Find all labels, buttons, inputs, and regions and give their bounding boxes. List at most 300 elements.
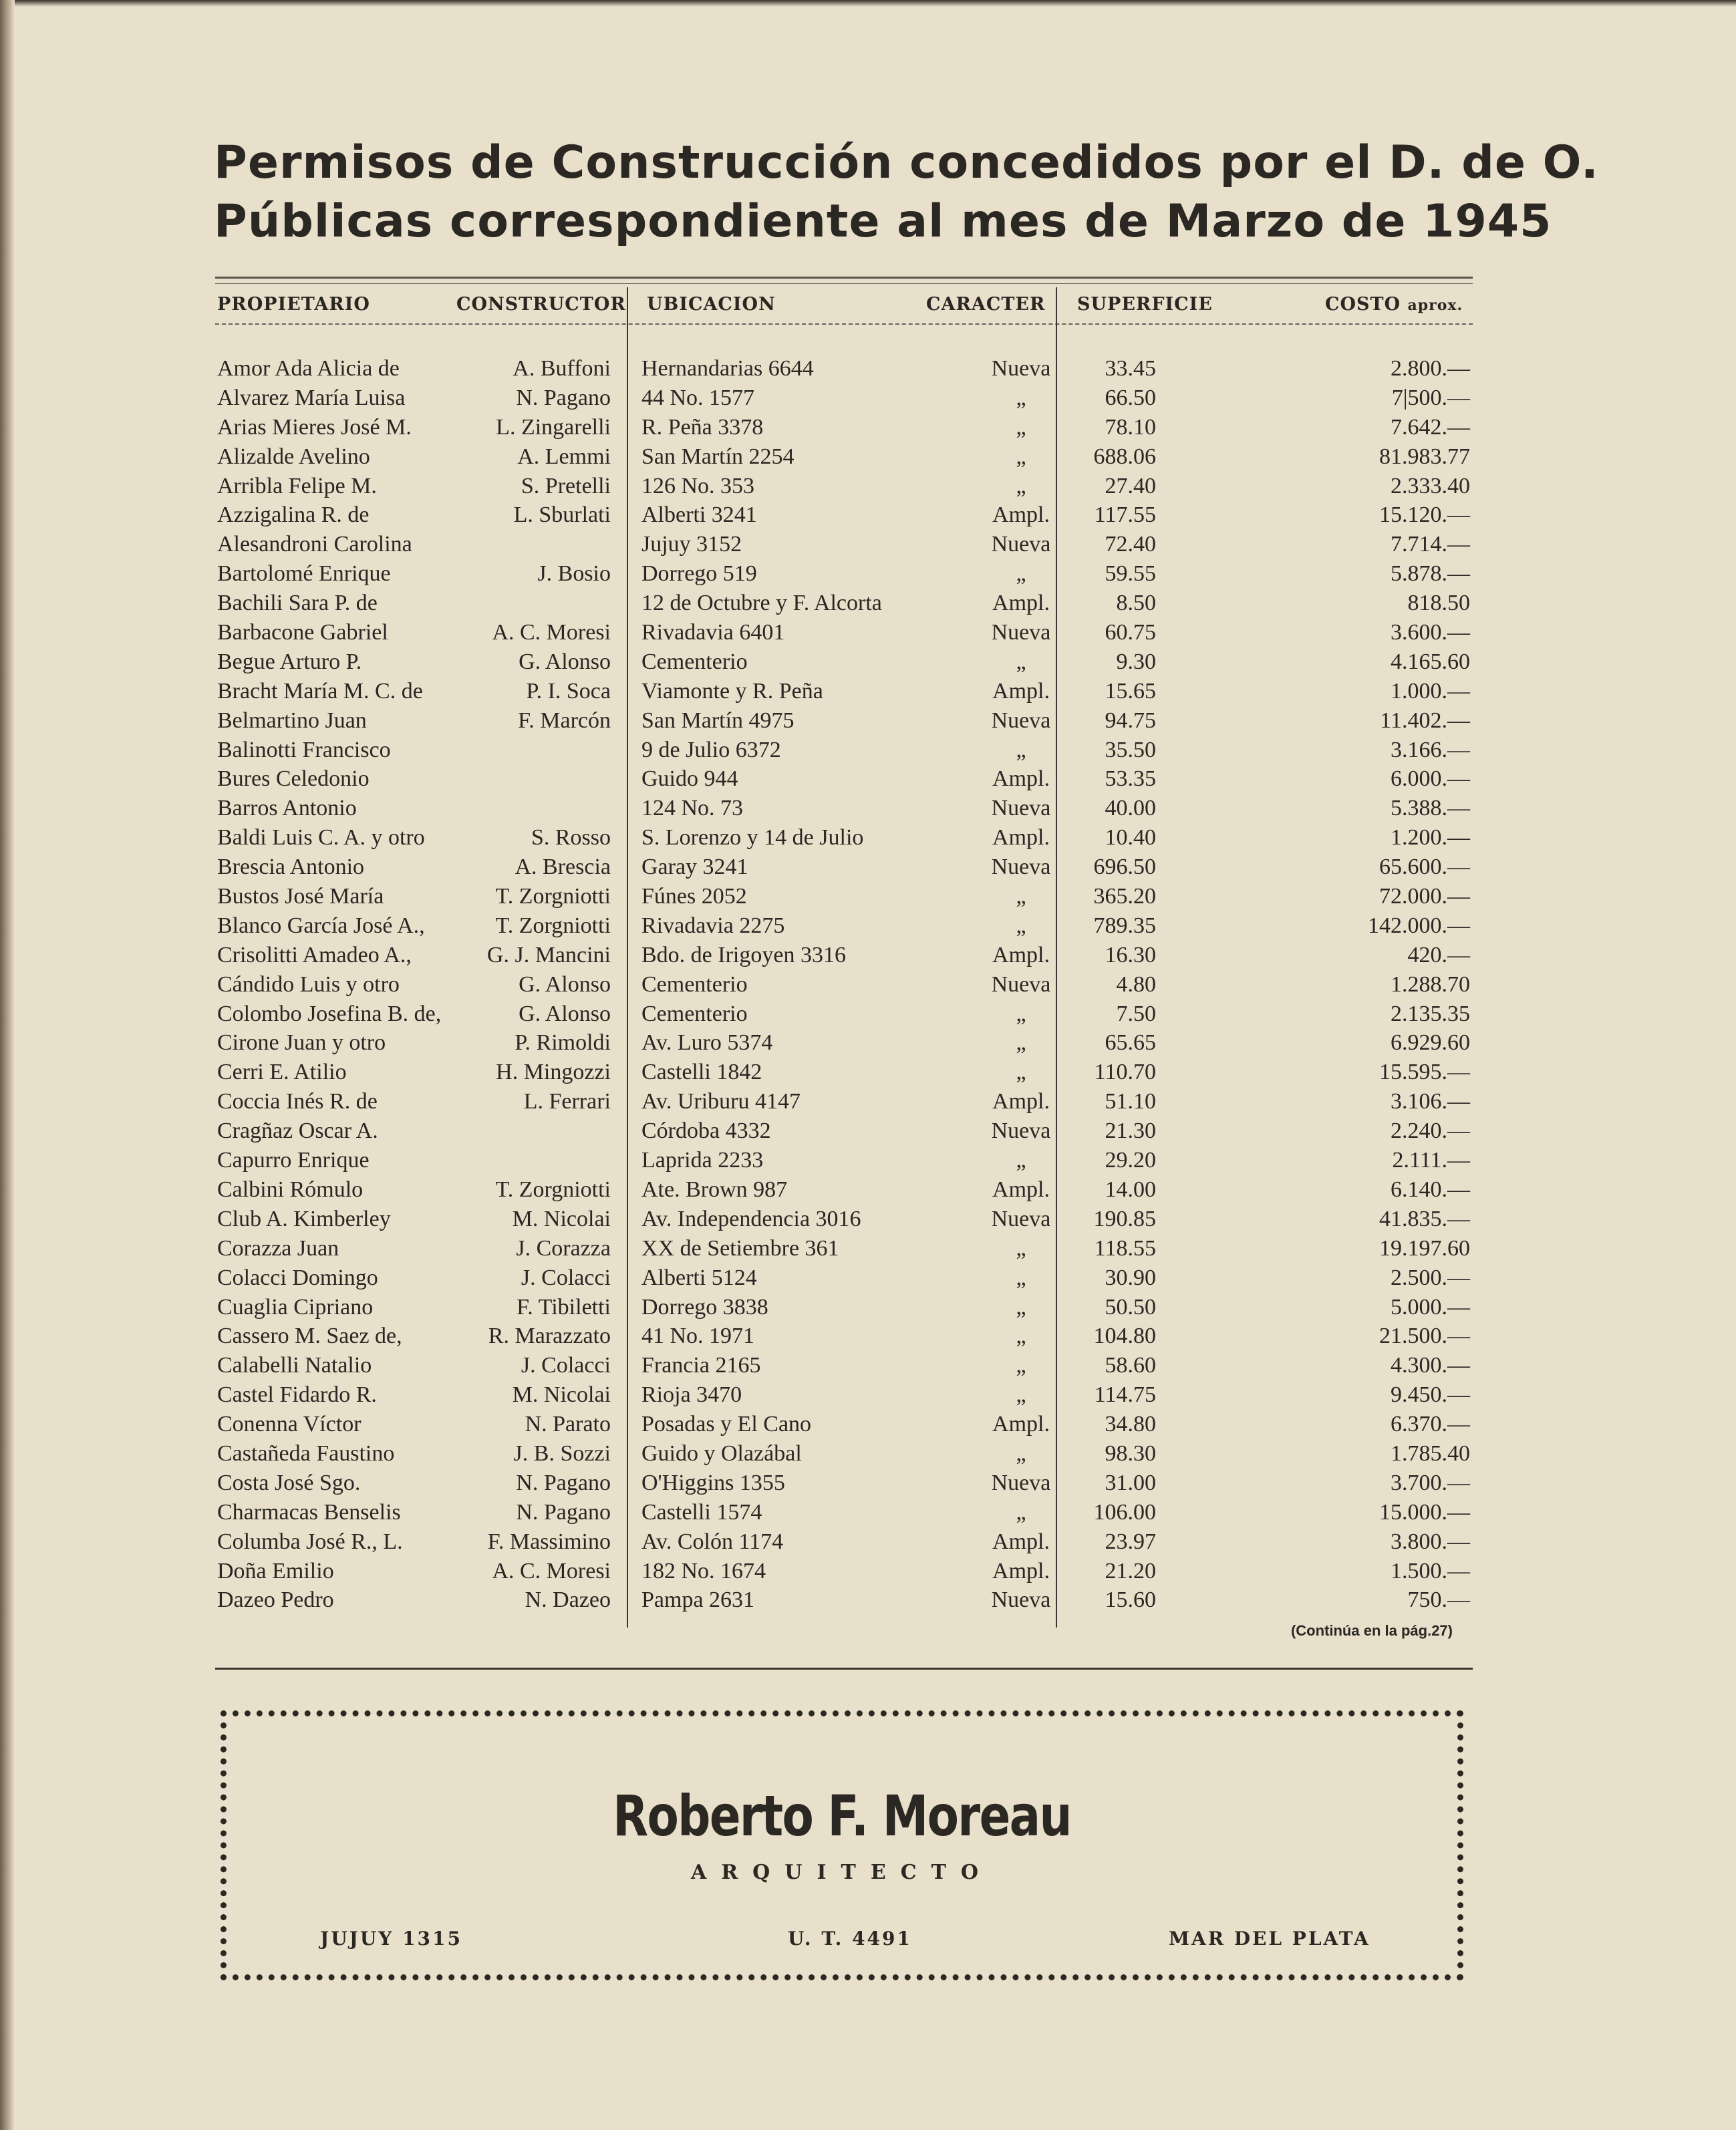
table-row bbox=[0, 1557, 1736, 1586]
cell-costo: 11.402.— bbox=[1380, 708, 1470, 733]
cell-propietario: Corazza Juan bbox=[217, 1235, 339, 1261]
cell-costo: 9.450.— bbox=[1391, 1382, 1470, 1408]
cell-propietario: Calbini Rómulo bbox=[217, 1177, 364, 1202]
cell-propietario: Colacci Domingo bbox=[217, 1265, 378, 1290]
cell-caracter: Nueva bbox=[991, 1118, 1051, 1144]
cell-constructor: T. Zorgniotti bbox=[495, 1177, 611, 1202]
cell-constructor: S. Rosso bbox=[531, 825, 611, 851]
cell-constructor: R. Marazzato bbox=[488, 1324, 611, 1349]
cell-constructor: F. Marcón bbox=[518, 708, 611, 733]
cell-costo: 65.600.— bbox=[1379, 855, 1470, 880]
cell-constructor: J. Corazza bbox=[516, 1235, 611, 1261]
cell-superficie: 59.55 bbox=[1105, 561, 1156, 587]
cell-constructor: A. Lemmi bbox=[517, 444, 611, 469]
cell-costo: 6.370.— bbox=[1391, 1412, 1470, 1437]
cell-propietario: Conenna Víctor bbox=[217, 1412, 361, 1437]
table-row bbox=[0, 1028, 1736, 1058]
cell-constructor: G. Alonso bbox=[519, 1001, 611, 1026]
table-row bbox=[0, 1175, 1736, 1205]
cell-constructor: P. I. Soca bbox=[526, 678, 611, 704]
cell-caracter: Ampl. bbox=[992, 942, 1050, 967]
cell-ubicacion: Guido 944 bbox=[641, 766, 738, 792]
cell-constructor: J. Bosio bbox=[537, 561, 611, 587]
cell-caracter: „ bbox=[1016, 385, 1026, 410]
cell-constructor: M. Nicolai bbox=[512, 1382, 611, 1408]
cell-caracter: Nueva bbox=[991, 356, 1051, 381]
cell-caracter: „ bbox=[1016, 1235, 1026, 1261]
cell-propietario: Alvarez María Luisa bbox=[217, 385, 406, 410]
cell-costo: 6.929.60 bbox=[1391, 1030, 1470, 1056]
cell-propietario: Bures Celedonio bbox=[217, 766, 370, 792]
table-row bbox=[0, 1058, 1736, 1087]
cell-costo: 7|500.— bbox=[1391, 385, 1470, 410]
table-row bbox=[0, 442, 1736, 472]
cell-propietario: Castañeda Faustino bbox=[217, 1440, 395, 1466]
table-row bbox=[0, 530, 1736, 559]
table-row bbox=[0, 618, 1736, 647]
table-row bbox=[0, 1585, 1736, 1615]
cell-costo: 15.120.— bbox=[1379, 502, 1470, 528]
table-row bbox=[0, 1293, 1736, 1322]
cell-caracter: „ bbox=[1016, 1382, 1026, 1408]
cell-propietario: Belmartino Juan bbox=[217, 708, 367, 733]
cell-superficie: 30.90 bbox=[1105, 1265, 1156, 1290]
cell-ubicacion: Rivadavia 2275 bbox=[641, 913, 785, 938]
cell-superficie: 27.40 bbox=[1105, 473, 1156, 498]
cell-caracter: Ampl. bbox=[992, 825, 1050, 851]
cell-caracter: „ bbox=[1016, 1499, 1026, 1525]
cell-costo: 7.642.— bbox=[1391, 414, 1470, 440]
cell-propietario: Bartolomé Enrique bbox=[217, 561, 391, 587]
cell-ubicacion: Av. Uriburu 4147 bbox=[641, 1089, 801, 1114]
cell-superficie: 98.30 bbox=[1105, 1440, 1156, 1466]
cell-superficie: 50.50 bbox=[1105, 1294, 1156, 1320]
table-row bbox=[0, 764, 1736, 794]
cell-superficie: 21.20 bbox=[1105, 1558, 1156, 1583]
cell-ubicacion: Cementerio bbox=[641, 971, 748, 997]
cell-costo: 15.000.— bbox=[1379, 1499, 1470, 1525]
ad-name: Roberto F. Moreau bbox=[613, 1783, 1071, 1849]
header-rule-bottom bbox=[215, 323, 1473, 325]
table-row bbox=[0, 823, 1736, 853]
cell-superficie: 35.50 bbox=[1105, 737, 1156, 762]
table-row bbox=[0, 1234, 1736, 1263]
header-rule-top-thin bbox=[215, 283, 1473, 284]
cell-caracter: Nueva bbox=[991, 1470, 1051, 1495]
cell-propietario: Bustos José María bbox=[217, 884, 384, 909]
cell-costo: 4.165.60 bbox=[1391, 649, 1470, 674]
cell-costo: 3.106.— bbox=[1391, 1089, 1470, 1114]
cell-constructor: F. Massimino bbox=[487, 1529, 611, 1554]
table-row bbox=[0, 941, 1736, 970]
cell-propietario: Cirone Juan y otro bbox=[217, 1030, 386, 1056]
cell-constructor: N. Pagano bbox=[516, 1499, 611, 1525]
table-row bbox=[0, 384, 1736, 413]
cell-ubicacion: Castelli 1574 bbox=[641, 1499, 762, 1525]
cell-propietario: Azzigalina R. de bbox=[217, 502, 370, 528]
table-row bbox=[0, 794, 1736, 823]
cell-costo: 3.700.— bbox=[1391, 1470, 1470, 1495]
cell-caracter: Nueva bbox=[991, 855, 1051, 880]
cell-propietario: Barbacone Gabriel bbox=[217, 620, 388, 645]
ad-profession: ARQUITECTO bbox=[690, 1861, 994, 1884]
cell-caracter: Ampl. bbox=[992, 1558, 1050, 1583]
cell-caracter: Nueva bbox=[991, 1206, 1051, 1231]
ad-city: MAR DEL PLATA bbox=[1169, 1928, 1370, 1950]
cell-caracter: Nueva bbox=[991, 971, 1051, 997]
cell-ubicacion: San Martín 4975 bbox=[641, 708, 794, 733]
cell-ubicacion: Alberti 5124 bbox=[641, 1265, 757, 1290]
cell-superficie: 78.10 bbox=[1105, 414, 1156, 440]
cell-superficie: 60.75 bbox=[1105, 620, 1156, 645]
cell-constructor: A. Buffoni bbox=[513, 356, 611, 381]
cell-propietario: Colombo Josefina B. de, bbox=[217, 1001, 442, 1026]
cell-superficie: 110.70 bbox=[1094, 1060, 1156, 1085]
table-row bbox=[0, 882, 1736, 911]
cell-caracter: Ampl. bbox=[992, 1177, 1050, 1202]
cell-caracter: Ampl. bbox=[992, 1089, 1050, 1114]
table-row bbox=[0, 677, 1736, 706]
cell-ubicacion: Córdoba 4332 bbox=[641, 1118, 771, 1144]
cell-caracter: „ bbox=[1016, 884, 1026, 909]
header-constructor: CONSTRUCTOR bbox=[456, 294, 626, 315]
cell-propietario: Doña Emilio bbox=[217, 1558, 334, 1583]
table-row bbox=[0, 1205, 1736, 1234]
header-propietario: PROPIETARIO bbox=[217, 294, 370, 315]
table-row bbox=[0, 589, 1736, 618]
table-row bbox=[0, 1439, 1736, 1469]
cell-costo: 1.500.— bbox=[1391, 1558, 1470, 1583]
cell-costo: 15.595.— bbox=[1379, 1060, 1470, 1085]
cell-ubicacion: San Martín 2254 bbox=[641, 444, 794, 469]
cell-superficie: 190.85 bbox=[1093, 1206, 1156, 1231]
cell-caracter: „ bbox=[1016, 444, 1026, 469]
cell-costo: 5.000.— bbox=[1391, 1294, 1470, 1320]
cell-propietario: Begue Arturo P. bbox=[217, 649, 362, 674]
header-costo bbox=[1325, 291, 1463, 318]
cell-costo: 1.785.40 bbox=[1391, 1440, 1470, 1466]
table-row bbox=[0, 736, 1736, 765]
cell-superficie: 9.30 bbox=[1116, 649, 1156, 674]
cell-propietario: Calabelli Natalio bbox=[217, 1353, 372, 1378]
cell-superficie: 16.30 bbox=[1105, 942, 1156, 967]
cell-caracter: Nueva bbox=[991, 620, 1051, 645]
cell-propietario: Cragñaz Oscar A. bbox=[217, 1118, 378, 1144]
cell-propietario: Barros Antonio bbox=[217, 796, 357, 821]
cell-propietario: Club A. Kimberley bbox=[217, 1206, 391, 1231]
table-row bbox=[0, 853, 1736, 882]
cell-costo: 6.000.— bbox=[1391, 766, 1470, 792]
cell-ubicacion: O'Higgins 1355 bbox=[641, 1470, 785, 1495]
cell-costo: 142.000.— bbox=[1368, 913, 1470, 938]
cell-superficie: 23.97 bbox=[1105, 1529, 1156, 1554]
cell-propietario: Cerri E. Atilio bbox=[217, 1060, 347, 1085]
cell-propietario: Cassero M. Saez de, bbox=[217, 1324, 402, 1349]
cell-constructor: N. Dazeo bbox=[525, 1587, 611, 1613]
cell-superficie: 51.10 bbox=[1105, 1089, 1156, 1114]
cell-costo: 81.983.77 bbox=[1379, 444, 1470, 469]
cell-propietario: Dazeo Pedro bbox=[217, 1587, 334, 1613]
cell-constructor: P. Rimoldi bbox=[515, 1030, 611, 1056]
cell-costo: 2.135.35 bbox=[1391, 1001, 1470, 1026]
cell-caracter: Ampl. bbox=[992, 766, 1050, 792]
cell-costo: 7.714.— bbox=[1391, 532, 1470, 557]
cell-costo: 2.240.— bbox=[1391, 1118, 1470, 1144]
cell-ubicacion: Rivadavia 6401 bbox=[641, 620, 785, 645]
cell-superficie: 114.75 bbox=[1094, 1382, 1156, 1408]
cell-caracter: „ bbox=[1016, 1294, 1026, 1320]
cell-caracter: „ bbox=[1016, 649, 1026, 674]
cell-superficie: 118.55 bbox=[1094, 1235, 1156, 1261]
cell-ubicacion: Hernandarias 6644 bbox=[641, 356, 814, 381]
cell-ubicacion: XX de Setiembre 361 bbox=[641, 1235, 839, 1261]
table-row bbox=[0, 970, 1736, 1000]
cell-costo: 2.800.— bbox=[1391, 356, 1470, 381]
cell-caracter: „ bbox=[1016, 1030, 1026, 1056]
cell-superficie: 53.35 bbox=[1105, 766, 1156, 792]
cell-constructor: G. J. Mancini bbox=[486, 942, 611, 967]
cell-constructor: N. Pagano bbox=[516, 385, 611, 410]
cell-caracter: Ampl. bbox=[992, 502, 1050, 528]
cell-costo: 3.166.— bbox=[1391, 737, 1470, 762]
cell-propietario: Alizalde Avelino bbox=[217, 444, 370, 469]
cell-superficie: 8.50 bbox=[1116, 591, 1156, 616]
cell-costo: 4.300.— bbox=[1391, 1353, 1470, 1378]
cell-costo: 750.— bbox=[1407, 1587, 1470, 1613]
cell-superficie: 66.50 bbox=[1105, 385, 1156, 410]
cell-propietario: Baldi Luis C. A. y otro bbox=[217, 825, 425, 851]
ad-phone: U. T. 4491 bbox=[788, 1928, 912, 1950]
cell-superficie: 31.00 bbox=[1105, 1470, 1156, 1495]
page-top-edge bbox=[0, 0, 1736, 7]
cell-caracter: „ bbox=[1016, 1440, 1026, 1466]
cell-costo: 41.835.— bbox=[1379, 1206, 1470, 1231]
header-costo-label: COSTO bbox=[1325, 294, 1401, 315]
cell-ubicacion: 126 No. 353 bbox=[641, 473, 755, 498]
table-row bbox=[0, 1087, 1736, 1116]
cell-ubicacion: Fúnes 2052 bbox=[641, 884, 747, 909]
cell-superficie: 58.60 bbox=[1105, 1353, 1156, 1378]
cell-ubicacion: S. Lorenzo y 14 de Julio bbox=[641, 825, 864, 851]
cell-costo: 5.878.— bbox=[1391, 561, 1470, 587]
header-costo-suffix: aprox. bbox=[1407, 297, 1463, 314]
cell-propietario: Capurro Enrique bbox=[217, 1148, 370, 1173]
table-row bbox=[0, 647, 1736, 677]
cell-ubicacion: Av. Colón 1174 bbox=[641, 1529, 784, 1554]
cell-constructor: T. Zorgniotti bbox=[495, 913, 611, 938]
cell-constructor: H. Mingozzi bbox=[496, 1060, 611, 1085]
footer-rule bbox=[215, 1668, 1473, 1670]
cell-caracter: Ampl. bbox=[992, 1412, 1050, 1437]
cell-ubicacion: Dorrego 519 bbox=[641, 561, 757, 587]
cell-caracter: Nueva bbox=[991, 532, 1051, 557]
cell-superficie: 15.65 bbox=[1105, 678, 1156, 704]
cell-costo: 2.500.— bbox=[1391, 1265, 1470, 1290]
cell-constructor: A. Brescia bbox=[515, 855, 611, 880]
cell-caracter: „ bbox=[1016, 1148, 1026, 1173]
cell-costo: 5.388.— bbox=[1391, 796, 1470, 821]
cell-costo: 19.197.60 bbox=[1379, 1235, 1470, 1261]
cell-constructor: F. Tibiletti bbox=[517, 1294, 611, 1320]
cell-propietario: Cándido Luis y otro bbox=[217, 971, 400, 997]
table-row bbox=[0, 1263, 1736, 1293]
cell-constructor: T. Zorgniotti bbox=[495, 884, 611, 909]
cell-superficie: 4.80 bbox=[1116, 971, 1156, 997]
cell-ubicacion: Garay 3241 bbox=[641, 855, 748, 880]
cell-constructor: J. B. Sozzi bbox=[513, 1440, 611, 1466]
page-title bbox=[214, 134, 1599, 251]
cell-superficie: 688.06 bbox=[1093, 444, 1156, 469]
cell-costo: 818.50 bbox=[1407, 591, 1470, 616]
cell-costo: 3.800.— bbox=[1391, 1529, 1470, 1554]
table-row bbox=[0, 1146, 1736, 1175]
cell-ubicacion: 44 No. 1577 bbox=[641, 385, 755, 410]
table-row bbox=[0, 472, 1736, 501]
cell-propietario: Costa José Sgo. bbox=[217, 1470, 361, 1495]
table-row bbox=[0, 500, 1736, 530]
cell-caracter: „ bbox=[1016, 1060, 1026, 1085]
cell-superficie: 14.00 bbox=[1105, 1177, 1156, 1202]
cell-ubicacion: Rioja 3470 bbox=[641, 1382, 742, 1408]
cell-costo: 21.500.— bbox=[1379, 1324, 1470, 1349]
table-row bbox=[0, 1322, 1736, 1351]
cell-propietario: Bachili Sara P. de bbox=[217, 591, 378, 616]
cell-ubicacion: Cementerio bbox=[641, 1001, 748, 1026]
cell-superficie: 94.75 bbox=[1105, 708, 1156, 733]
cell-superficie: 365.20 bbox=[1093, 884, 1156, 909]
cell-ubicacion: Bdo. de Irigoyen 3316 bbox=[641, 942, 846, 967]
cell-caracter: „ bbox=[1016, 1324, 1026, 1349]
cell-propietario: Castel Fidardo R. bbox=[217, 1382, 377, 1408]
header-superficie: SUPERFICIE bbox=[1077, 294, 1213, 315]
cell-propietario: Coccia Inés R. de bbox=[217, 1089, 378, 1114]
cell-constructor: N. Pagano bbox=[516, 1470, 611, 1495]
cell-caracter: Nueva bbox=[991, 1587, 1051, 1613]
cell-propietario: Columba José R., L. bbox=[217, 1529, 403, 1554]
cell-costo: 1.288.70 bbox=[1391, 971, 1470, 997]
cell-ubicacion: Dorrego 3838 bbox=[641, 1294, 768, 1320]
cell-ubicacion: Francia 2165 bbox=[641, 1353, 761, 1378]
cell-caracter: Nueva bbox=[991, 708, 1051, 733]
table-row bbox=[0, 1380, 1736, 1410]
ad-address: JUJUY 1315 bbox=[320, 1928, 462, 1950]
cell-constructor: S. Pretelli bbox=[521, 473, 611, 498]
table-row bbox=[0, 1351, 1736, 1380]
cell-constructor: M. Nicolai bbox=[512, 1206, 611, 1231]
table-row bbox=[0, 706, 1736, 736]
cell-constructor: L. Ferrari bbox=[523, 1089, 611, 1114]
cell-propietario: Amor Ada Alicia de bbox=[217, 356, 400, 381]
cell-constructor: A. C. Moresi bbox=[492, 1558, 611, 1583]
cell-caracter: „ bbox=[1016, 737, 1026, 762]
cell-superficie: 696.50 bbox=[1093, 855, 1156, 880]
cell-ubicacion: Laprida 2233 bbox=[641, 1148, 764, 1173]
cell-ubicacion: Jujuy 3152 bbox=[641, 532, 742, 557]
cell-costo: 1.200.— bbox=[1391, 825, 1470, 851]
cell-ubicacion: Alberti 3241 bbox=[641, 502, 757, 528]
cell-caracter: „ bbox=[1016, 1265, 1026, 1290]
cell-constructor: G. Alonso bbox=[519, 971, 611, 997]
table-row bbox=[0, 1527, 1736, 1557]
advertisement-box bbox=[221, 1710, 1463, 1980]
cell-costo: 3.600.— bbox=[1391, 620, 1470, 645]
cell-superficie: 106.00 bbox=[1093, 1499, 1156, 1525]
cell-ubicacion: Castelli 1842 bbox=[641, 1060, 762, 1085]
cell-caracter: Ampl. bbox=[992, 678, 1050, 704]
cell-costo: 1.000.— bbox=[1391, 678, 1470, 704]
cell-propietario: Brescia Antonio bbox=[217, 855, 365, 880]
cell-caracter: „ bbox=[1016, 473, 1026, 498]
cell-constructor: J. Colacci bbox=[521, 1353, 611, 1378]
cell-ubicacion: Av. Luro 5374 bbox=[641, 1030, 773, 1056]
cell-propietario: Crisolitti Amadeo A., bbox=[217, 942, 412, 967]
cell-caracter: Ampl. bbox=[992, 1529, 1050, 1554]
cell-superficie: 72.40 bbox=[1105, 532, 1156, 557]
cell-ubicacion: 182 No. 1674 bbox=[641, 1558, 766, 1583]
cell-constructor: J. Colacci bbox=[521, 1265, 611, 1290]
cell-propietario: Balinotti Francisco bbox=[217, 737, 391, 762]
cell-ubicacion: 9 de Julio 6372 bbox=[641, 737, 781, 762]
cell-propietario: Arribla Felipe M. bbox=[217, 473, 377, 498]
cell-superficie: 29.20 bbox=[1105, 1148, 1156, 1173]
cell-superficie: 15.60 bbox=[1105, 1587, 1156, 1613]
cell-ubicacion: Cementerio bbox=[641, 649, 748, 674]
table-row bbox=[0, 911, 1736, 941]
header-rule-top bbox=[215, 277, 1473, 279]
cell-costo: 72.000.— bbox=[1379, 884, 1470, 909]
cell-caracter: „ bbox=[1016, 1001, 1026, 1026]
continued-note: (Continúa en la pág.27) bbox=[1290, 1622, 1453, 1639]
cell-superficie: 65.65 bbox=[1105, 1030, 1156, 1056]
table-row bbox=[0, 1000, 1736, 1029]
title-line-1: Permisos de Construcción concedidos por el D. de O. bbox=[214, 136, 1599, 189]
cell-propietario: Bracht María M. C. de bbox=[217, 678, 423, 704]
cell-costo: 6.140.— bbox=[1391, 1177, 1470, 1202]
cell-superficie: 10.40 bbox=[1105, 825, 1156, 851]
cell-ubicacion: Av. Independencia 3016 bbox=[641, 1206, 861, 1231]
cell-superficie: 21.30 bbox=[1105, 1118, 1156, 1144]
cell-superficie: 33.45 bbox=[1105, 356, 1156, 381]
cell-caracter: Nueva bbox=[991, 796, 1051, 821]
cell-superficie: 40.00 bbox=[1105, 796, 1156, 821]
cell-propietario: Arias Mieres José M. bbox=[217, 414, 412, 440]
cell-propietario: Cuaglia Cipriano bbox=[217, 1294, 374, 1320]
cell-caracter: „ bbox=[1016, 414, 1026, 440]
cell-ubicacion: R. Peña 3378 bbox=[641, 414, 764, 440]
table-row bbox=[0, 1116, 1736, 1146]
cell-ubicacion: 124 No. 73 bbox=[641, 796, 744, 821]
cell-ubicacion: Posadas y El Cano bbox=[641, 1412, 812, 1437]
cell-constructor: L. Zingarelli bbox=[496, 414, 611, 440]
cell-caracter: „ bbox=[1016, 561, 1026, 587]
cell-ubicacion: Viamonte y R. Peña bbox=[641, 678, 823, 704]
permits-table bbox=[0, 354, 1736, 1615]
table-row bbox=[0, 1410, 1736, 1439]
cell-constructor: A. C. Moresi bbox=[492, 620, 611, 645]
cell-caracter: Ampl. bbox=[992, 591, 1050, 616]
cell-superficie: 789.35 bbox=[1093, 913, 1156, 938]
cell-superficie: 34.80 bbox=[1105, 1412, 1156, 1437]
cell-ubicacion: Guido y Olazábal bbox=[641, 1440, 802, 1466]
table-row bbox=[0, 1498, 1736, 1527]
header-caracter: CARACTER bbox=[926, 294, 1046, 315]
title-line-2: Públicas correspondiente al mes de Marzo de 1945 bbox=[214, 195, 1552, 248]
cell-constructor: L. Sburlati bbox=[513, 502, 611, 528]
cell-superficie: 7.50 bbox=[1116, 1001, 1156, 1026]
cell-ubicacion: 12 de Octubre y F. Alcorta bbox=[641, 591, 882, 616]
cell-constructor: G. Alonso bbox=[519, 649, 611, 674]
table-row bbox=[0, 413, 1736, 442]
